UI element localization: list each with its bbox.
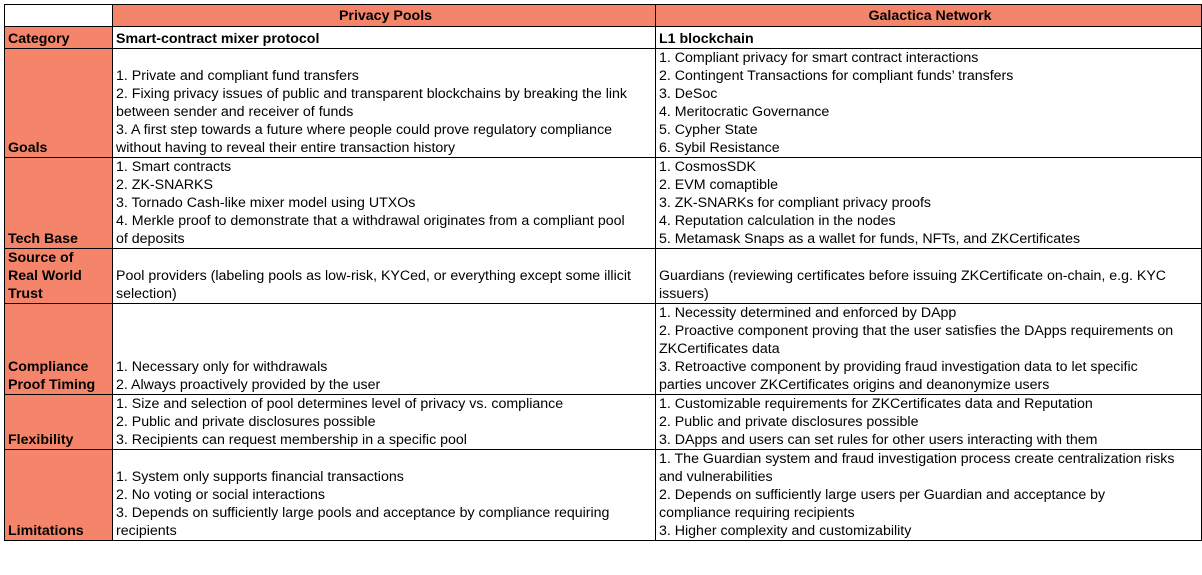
cell-privacy-pools-limitations (113, 450, 656, 541)
cell-line: 3. DApps and users can set rules for other users interacting with them (659, 432, 1098, 448)
cell-line: 2. No voting or social interactions (116, 487, 325, 503)
row-label-line: Trust (8, 286, 43, 302)
cell-line: 2. Depends on sufficiently large users per Guardian and acceptance by (659, 487, 1106, 503)
row-tech-base (5, 158, 1202, 249)
row-compliance-proof-timing (5, 304, 1202, 395)
cell-line: 2. Public and private disclosures possible (659, 414, 919, 430)
cell-line: 2. Fixing privacy issues of public and transparent blockchains by breaking the link (116, 86, 628, 102)
cell-line: 2. Public and private disclosures possible (116, 414, 376, 430)
row-goals (5, 49, 1202, 158)
corner-cell (5, 5, 113, 27)
cell-line: 3. Tornado Cash-like mixer model using UTXOs (116, 195, 416, 211)
row-limitations (5, 450, 1202, 541)
row-label-flexibility (5, 395, 113, 450)
column-header-privacy-pools: Privacy Pools (113, 5, 656, 27)
cell-line: 3. ZK-SNARKs for compliant privacy proofs (659, 195, 932, 211)
cell-line: 1. Necessary only for withdrawals (116, 359, 328, 375)
row-source-of-trust (5, 249, 1202, 304)
cell-line: without having to reveal their entire transaction history (116, 140, 456, 156)
row-label-line: Category (8, 31, 70, 47)
row-label-line: Real World (8, 268, 82, 284)
cell-line: selection) (116, 286, 177, 302)
cell-line: 4. Reputation calculation in the nodes (659, 213, 896, 229)
cell-line: 1. Smart contracts (116, 159, 232, 175)
column-header-galactica-network: Galactica Network (656, 5, 1202, 27)
cell-line: 5. Cypher State (659, 122, 758, 138)
cell-line: between sender and receiver of funds (116, 104, 354, 120)
row-label-category (5, 27, 113, 49)
cell-galactica-goals (656, 49, 1202, 158)
cell-line: compliance requiring recipients (659, 505, 855, 521)
row-label-line: Flexibility (8, 432, 74, 448)
cell-line: 1. Size and selection of pool determines level of privacy vs. compliance (116, 396, 564, 412)
cell-line: 1. Customizable requirements for ZKCertificates data and Reputation (659, 396, 1093, 412)
cell-line: and vulnerabilities (659, 469, 773, 485)
cell-line: L1 blockchain (659, 31, 754, 47)
cell-line: 1. Private and compliant fund transfers (116, 68, 359, 84)
cell-line: of deposits (116, 231, 185, 247)
cell-galactica-compliance-proof-timing (656, 304, 1202, 395)
row-label-line: Goals (8, 140, 48, 156)
row-label-source-of-trust (5, 249, 113, 304)
cell-privacy-pools-category (113, 27, 656, 49)
cell-line: 2. Proactive component proving that the user satisfies the DApps requirements on (659, 323, 1174, 339)
row-label-tech-base (5, 158, 113, 249)
comparison-table (4, 4, 1202, 541)
row-label-line: Compliance (8, 359, 89, 375)
cell-privacy-pools-compliance-proof-timing (113, 304, 656, 395)
row-label-line: Source of (8, 250, 74, 266)
cell-line: 6. Sybil Resistance (659, 140, 780, 156)
cell-line: 5. Metamask Snaps as a wallet for funds, NFTs, and ZKCertificates (659, 231, 1081, 247)
cell-galactica-category (656, 27, 1202, 49)
cell-line: 2. Always proactively provided by the user (116, 377, 381, 393)
cell-privacy-pools-goals (113, 49, 656, 158)
cell-line: parties uncover ZKCertificates origins and deanonymize users (659, 377, 1050, 393)
cell-line: issuers) (659, 286, 709, 302)
cell-line: 2. ZK-SNARKS (116, 177, 213, 193)
cell-line: 1. Compliant privacy for smart contract interactions (659, 50, 979, 66)
cell-line: Guardians (reviewing certificates before issuing ZKCertificate on-chain, e.g. KYC (659, 268, 1167, 284)
cell-privacy-pools-tech-base (113, 158, 656, 249)
row-label-line: Tech Base (8, 231, 78, 247)
cell-galactica-limitations (656, 450, 1202, 541)
row-label-goals (5, 49, 113, 158)
cell-line: 1. CosmosSDK (659, 159, 756, 175)
row-label-line: Limitations (8, 523, 84, 539)
cell-line: 4. Merkle proof to demonstrate that a withdrawal originates from a compliant pool (116, 213, 625, 229)
cell-line: 3. Higher complexity and customizability (659, 523, 912, 539)
cell-privacy-pools-flexibility (113, 395, 656, 450)
row-label-limitations (5, 450, 113, 541)
cell-line: ZKCertificates data (659, 341, 780, 357)
cell-line: 1. System only supports financial transactions (116, 469, 404, 485)
header-row (5, 5, 1202, 27)
cell-line: 3. Recipients can request membership in a specific pool (116, 432, 467, 448)
cell-line: 2. Contingent Transactions for compliant funds’ transfers (659, 68, 1014, 84)
cell-line: recipients (116, 523, 177, 539)
row-label-compliance-proof-timing (5, 304, 113, 395)
cell-line: 1. Necessity determined and enforced by DApp (659, 305, 957, 321)
cell-galactica-source-of-trust (656, 249, 1202, 304)
cell-line: Smart-contract mixer protocol (116, 31, 320, 47)
cell-line: 3. Depends on sufficiently large pools and acceptance by compliance requiring (116, 505, 610, 521)
cell-line: 3. DeSoc (659, 86, 718, 102)
cell-galactica-tech-base (656, 158, 1202, 249)
row-flexibility (5, 395, 1202, 450)
cell-line: 4. Meritocratic Governance (659, 104, 830, 120)
row-label-line: Proof Timing (8, 377, 96, 393)
cell-galactica-flexibility (656, 395, 1202, 450)
cell-line: Pool providers (labeling pools as low-risk, KYCed, or everything except some illicit (116, 268, 631, 284)
row-category (5, 27, 1202, 49)
cell-privacy-pools-source-of-trust (113, 249, 656, 304)
cell-line: 1. The Guardian system and fraud investigation process create centralization risks (659, 451, 1175, 467)
cell-line: 3. Retroactive component by providing fraud investigation data to let specific (659, 359, 1138, 375)
cell-line: 3. A first step towards a future where people could prove regulatory compliance (116, 122, 613, 138)
cell-line: 2. EVM comaptible (659, 177, 779, 193)
